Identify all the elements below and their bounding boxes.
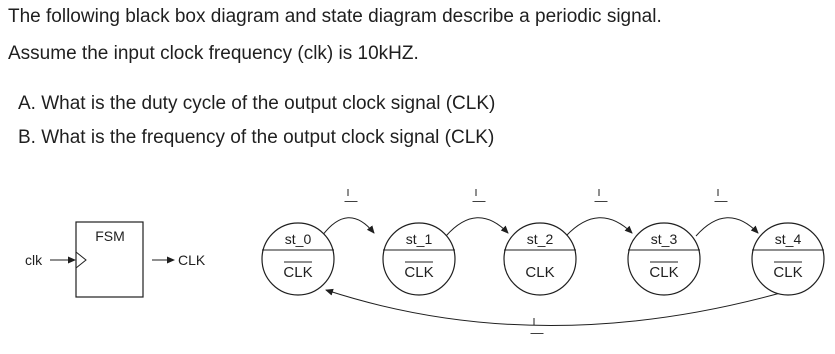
state-output: CLK xyxy=(649,264,679,281)
transition-condition-2: — xyxy=(594,193,608,208)
fsm-title: FSM xyxy=(95,228,125,244)
state-output: CLK xyxy=(283,264,313,281)
part-a-question: A. What is the duty cycle of the output clock signal (CLK) xyxy=(18,93,496,114)
state-output: CLK xyxy=(773,264,803,281)
state-st3 xyxy=(628,223,700,295)
transition-st1-st2 xyxy=(446,218,508,236)
state-st0 xyxy=(262,223,334,295)
fsm-black-box xyxy=(25,222,206,297)
state-name: st_3 xyxy=(650,231,678,247)
state-name: st_2 xyxy=(526,231,554,247)
transition-condition-1: — xyxy=(472,193,486,208)
state-st2 xyxy=(504,223,576,295)
state-st4 xyxy=(752,223,824,295)
transition-st3-st4 xyxy=(696,218,758,236)
state-name: st_0 xyxy=(284,231,312,247)
transition-condition-3: — xyxy=(714,193,728,208)
transition-condition-0: — xyxy=(344,193,358,208)
question-line-1: The following black box diagram and state diagram describe a periodic signal. xyxy=(8,6,662,27)
part-b-question: B. What is the frequency of the output clock signal (CLK) xyxy=(18,127,495,148)
state-output: CLK xyxy=(404,264,434,281)
state-name: st_4 xyxy=(774,231,802,247)
state-st1 xyxy=(383,223,455,295)
question-line-2: Assume the input clock frequency (clk) is 10kHZ. xyxy=(8,43,419,64)
transition-st0-st1 xyxy=(322,218,374,236)
clk-output-label: CLK xyxy=(178,252,206,268)
state-output: CLK xyxy=(525,264,555,281)
transition-condition-4: — xyxy=(530,325,544,340)
transition-st4-st0 xyxy=(326,290,784,326)
transition-st2-st3 xyxy=(566,218,632,236)
state-name: st_1 xyxy=(405,231,433,247)
clk-input-label: clk xyxy=(25,252,43,268)
